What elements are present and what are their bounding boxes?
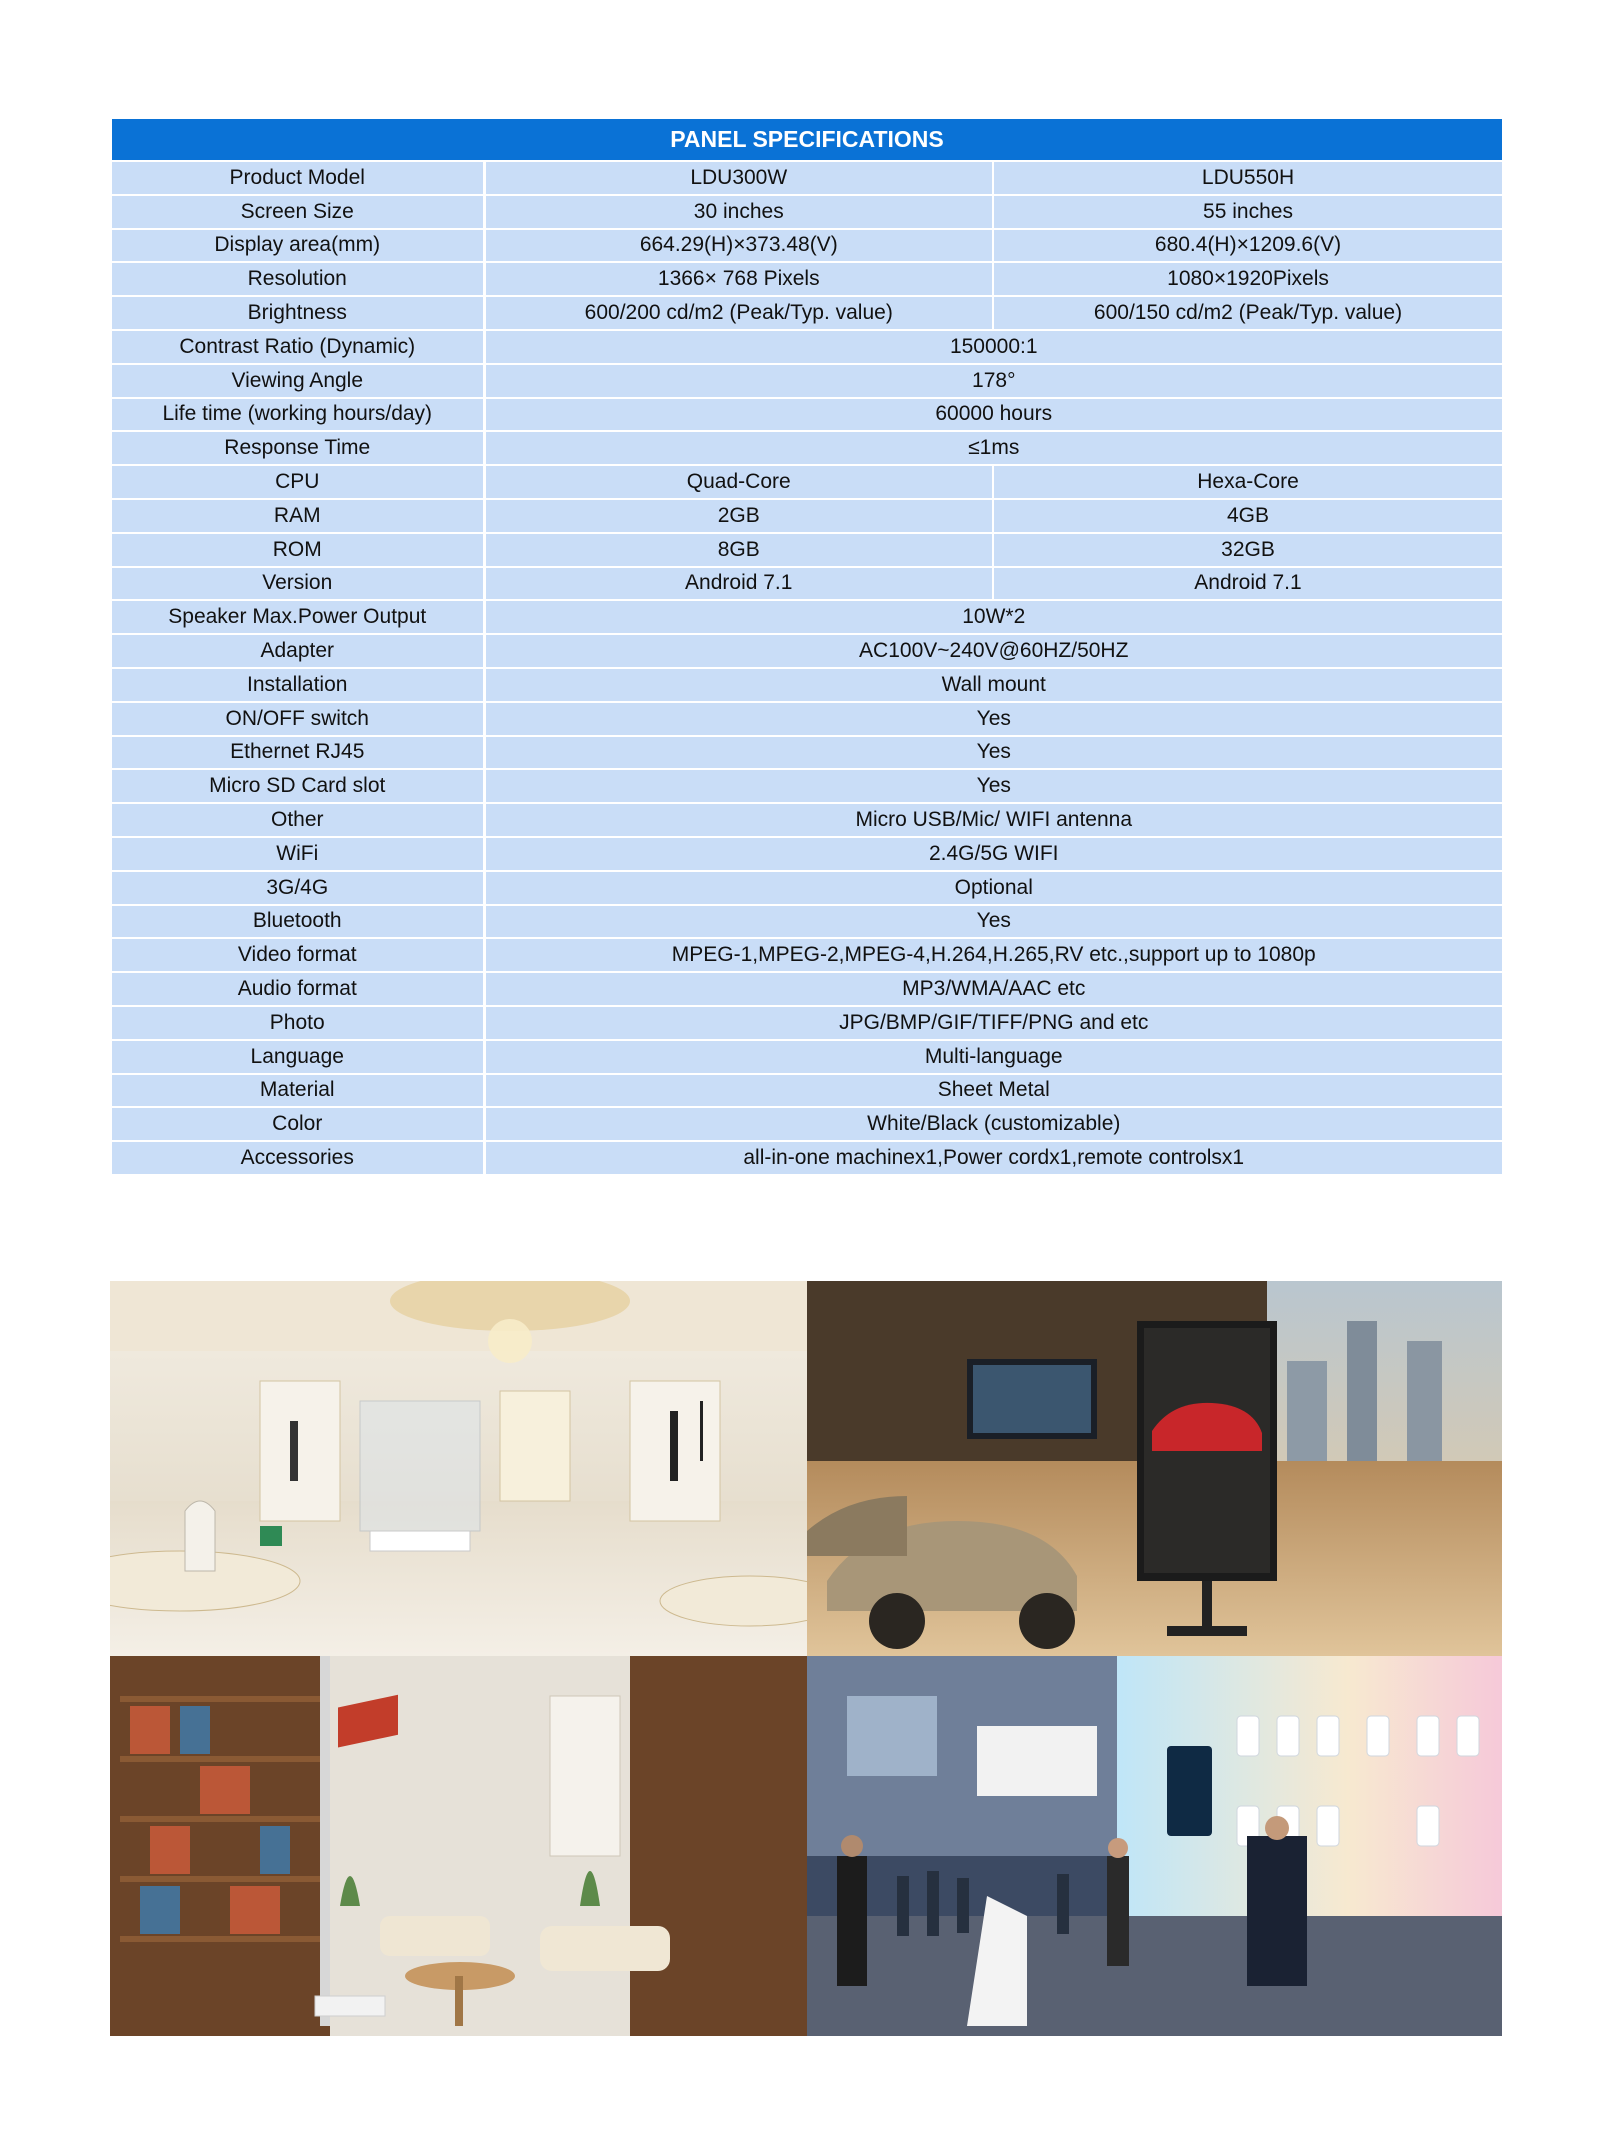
spec-label: Contrast Ratio (Dynamic): [111, 330, 484, 364]
table-row: [111, 905, 1503, 939]
spec-label: CPU: [111, 465, 484, 499]
spec-value: Optional: [484, 871, 1503, 905]
spec-value: 178°: [484, 364, 1503, 398]
table-row: [111, 465, 1503, 499]
spec-value-ldu550h: Hexa-Core: [993, 465, 1503, 499]
spec-label: Material: [111, 1074, 484, 1108]
spec-value: 150000:1: [484, 330, 1503, 364]
spec-label: Language: [111, 1040, 484, 1074]
spec-label: Other: [111, 803, 484, 837]
table-row: [111, 736, 1503, 770]
spec-value: all-in-one machinex1,Power cordx1,remote controlsx1: [484, 1141, 1503, 1175]
table-body: [111, 161, 1503, 1175]
table-row: [111, 837, 1503, 871]
spec-value: Yes: [484, 905, 1503, 939]
spec-value-ldu300w: 30 inches: [484, 195, 993, 229]
spec-value-ldu550h: 600/150 cd/m2 (Peak/Typ. value): [993, 296, 1503, 330]
spec-value-ldu550h: 1080×1920Pixels: [993, 262, 1503, 296]
spec-value-ldu300w: 600/200 cd/m2 (Peak/Typ. value): [484, 296, 993, 330]
table-row: [111, 296, 1503, 330]
bookstore-scene: [110, 1656, 807, 2036]
spec-value-ldu550h: 680.4(H)×1209.6(V): [993, 229, 1503, 263]
spec-value-ldu300w: 664.29(H)×373.48(V): [484, 229, 993, 263]
spec-label: Color: [111, 1107, 484, 1141]
spec-value-ldu300w: Android 7.1: [484, 567, 993, 601]
table-row: [111, 1141, 1503, 1175]
jewelry-store-scene: [110, 1281, 807, 1656]
table-row: [111, 600, 1503, 634]
spec-label: Bluetooth: [111, 905, 484, 939]
table-row: [111, 567, 1503, 601]
table-row: [111, 702, 1503, 736]
table-row: [111, 262, 1503, 296]
spec-label: Viewing Angle: [111, 364, 484, 398]
table-title: PANEL SPECIFICATIONS: [111, 118, 1503, 161]
table-row: [111, 533, 1503, 567]
spec-label: 3G/4G: [111, 871, 484, 905]
spec-label: Accessories: [111, 1141, 484, 1175]
spec-value-ldu550h: Android 7.1: [993, 567, 1503, 601]
table-row: [111, 668, 1503, 702]
spec-value-ldu550h: 4GB: [993, 499, 1503, 533]
spec-value: Yes: [484, 702, 1503, 736]
table-row: [111, 499, 1503, 533]
spec-value-ldu300w: Quad-Core: [484, 465, 993, 499]
spec-label: Micro SD Card slot: [111, 769, 484, 803]
spec-label: Photo: [111, 1006, 484, 1040]
specifications-table: [110, 117, 1504, 1176]
photo-tech-expo: [807, 1656, 1502, 2036]
spec-value: AC100V~240V@60HZ/50HZ: [484, 634, 1503, 668]
spec-label: Speaker Max.Power Output: [111, 600, 484, 634]
table-title-row: [111, 118, 1503, 161]
spec-value: Micro USB/Mic/ WIFI antenna: [484, 803, 1503, 837]
spec-label: Resolution: [111, 262, 484, 296]
spec-value-ldu550h: 55 inches: [993, 195, 1503, 229]
photo-jewelry-store: [110, 1281, 807, 1656]
spec-value: Wall mount: [484, 668, 1503, 702]
spec-value: Yes: [484, 736, 1503, 770]
spec-label: Adapter: [111, 634, 484, 668]
table-row: [111, 972, 1503, 1006]
spec-value-ldu550h: 32GB: [993, 533, 1503, 567]
spec-label: Life time (working hours/day): [111, 398, 484, 432]
spec-label: ROM: [111, 533, 484, 567]
table-row: [111, 330, 1503, 364]
spec-label: Brightness: [111, 296, 484, 330]
spec-label: Audio format: [111, 972, 484, 1006]
table-row: [111, 195, 1503, 229]
table-row: [111, 398, 1503, 432]
spec-label: Video format: [111, 938, 484, 972]
spec-value: White/Black (customizable): [484, 1107, 1503, 1141]
table-row: [111, 229, 1503, 263]
spec-value-ldu300w: LDU300W: [484, 161, 993, 195]
spec-label: ON/OFF switch: [111, 702, 484, 736]
table-row: [111, 803, 1503, 837]
table-row: [111, 1006, 1503, 1040]
car-showroom-scene: [807, 1281, 1502, 1656]
table-row: [111, 431, 1503, 465]
spec-value: Multi-language: [484, 1040, 1503, 1074]
spec-label: Response Time: [111, 431, 484, 465]
spec-value: 10W*2: [484, 600, 1503, 634]
table-row: [111, 1107, 1503, 1141]
application-photos: [110, 1281, 1502, 2036]
spec-value: MP3/WMA/AAC etc: [484, 972, 1503, 1006]
table-row: [111, 161, 1503, 195]
spec-value-ldu300w: 8GB: [484, 533, 993, 567]
table-row: [111, 871, 1503, 905]
spec-value: Yes: [484, 769, 1503, 803]
spec-value: MPEG-1,MPEG-2,MPEG-4,H.264,H.265,RV etc.,support up to 1080p: [484, 938, 1503, 972]
table-row: [111, 938, 1503, 972]
spec-label: Ethernet RJ45: [111, 736, 484, 770]
table-row: [111, 769, 1503, 803]
spec-value: ≤1ms: [484, 431, 1503, 465]
tech-expo-scene: [807, 1656, 1502, 2036]
spec-value: Sheet Metal: [484, 1074, 1503, 1108]
spec-value-ldu300w: 2GB: [484, 499, 993, 533]
photo-car-showroom: [807, 1281, 1502, 1656]
spec-value-ldu550h: LDU550H: [993, 161, 1503, 195]
photo-bookstore-lounge: [110, 1656, 807, 2036]
spec-label: RAM: [111, 499, 484, 533]
spec-label: Screen Size: [111, 195, 484, 229]
spec-label: WiFi: [111, 837, 484, 871]
spec-label: Product Model: [111, 161, 484, 195]
spec-label: Installation: [111, 668, 484, 702]
spec-value: 2.4G/5G WIFI: [484, 837, 1503, 871]
spec-label: Version: [111, 567, 484, 601]
table-row: [111, 364, 1503, 398]
spec-label: Display area(mm): [111, 229, 484, 263]
spec-value: 60000 hours: [484, 398, 1503, 432]
table-row: [111, 634, 1503, 668]
spec-value-ldu300w: 1366× 768 Pixels: [484, 262, 993, 296]
table-row: [111, 1040, 1503, 1074]
spec-value: JPG/BMP/GIF/TIFF/PNG and etc: [484, 1006, 1503, 1040]
table-row: [111, 1074, 1503, 1108]
